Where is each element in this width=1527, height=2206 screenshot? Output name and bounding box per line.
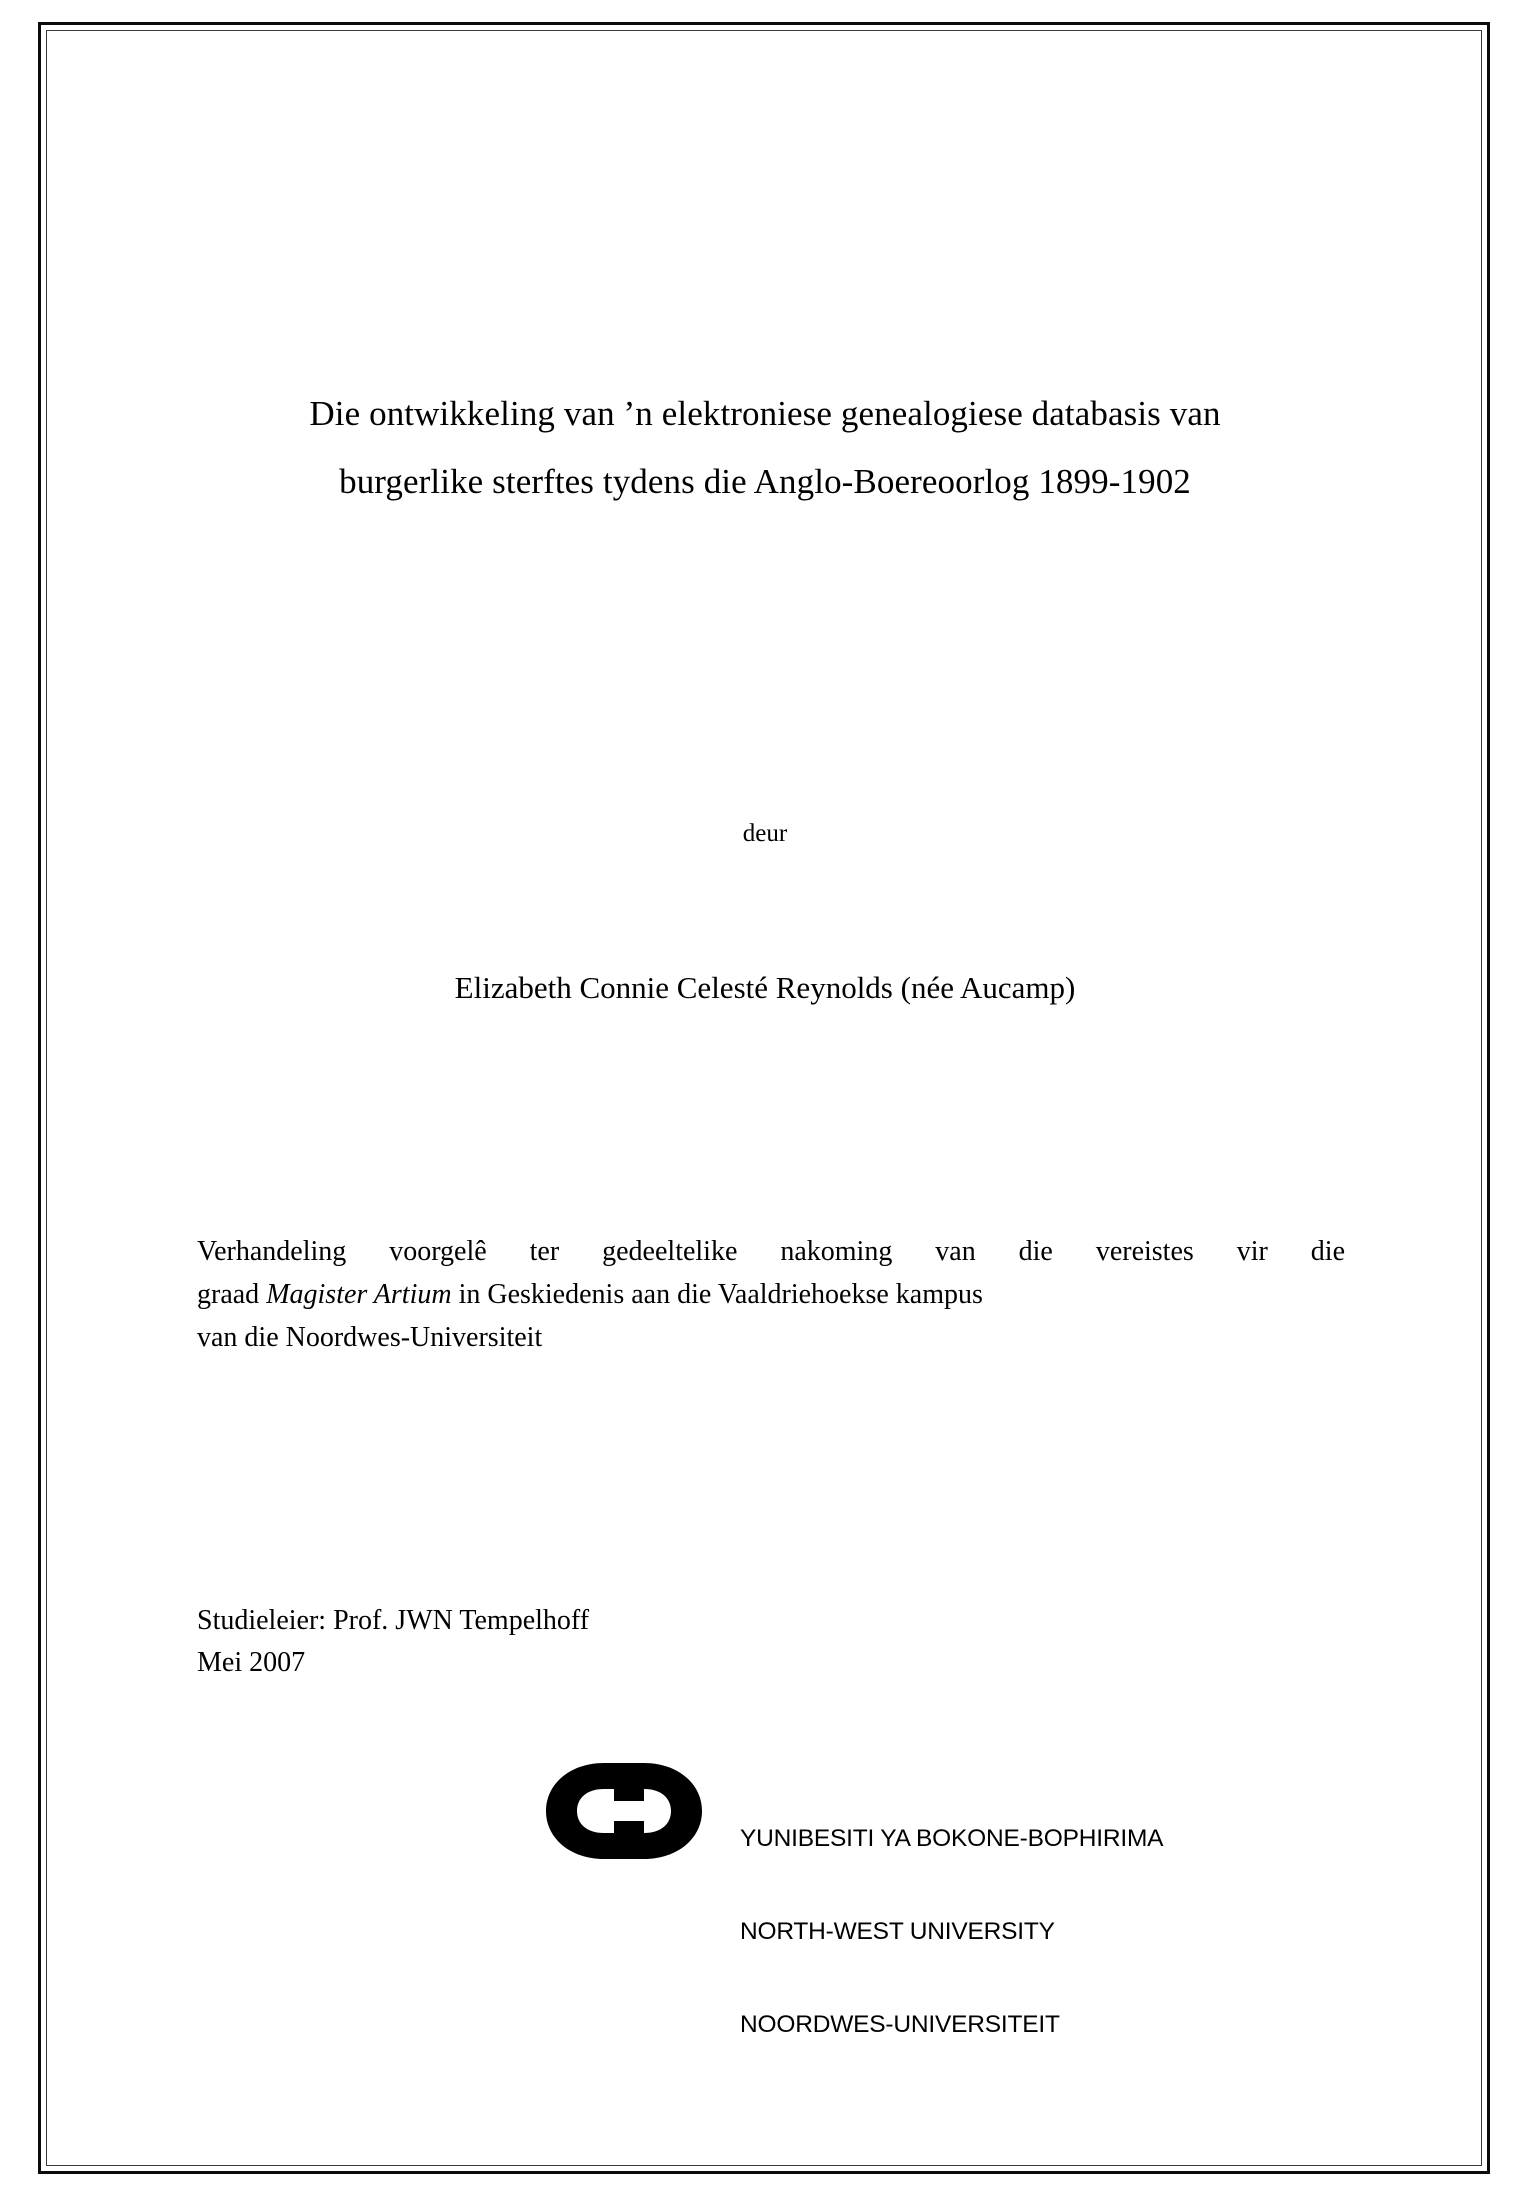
page-title bbox=[180, 380, 1350, 516]
statement-line-2-prefix: graad bbox=[197, 1279, 267, 1310]
title-line-2: burgerlike sterftes tydens die Anglo-Boereoorlog 1899-1902 bbox=[339, 462, 1191, 501]
logo-line-1: YUNIBESITI YA BOKONE-BOPHIRIMA bbox=[740, 1825, 1164, 1852]
date-line: Mei 2007 bbox=[197, 1647, 306, 1678]
supervisor-and-date bbox=[197, 1600, 1097, 1684]
statement-line-2-suffix: in Geskiedenis aan die Vaaldriehoekse kampus bbox=[451, 1279, 983, 1310]
author-name: Elizabeth Connie Celesté Reynolds (née Aucamp) bbox=[454, 970, 1076, 1005]
degree-statement bbox=[197, 1230, 1345, 1359]
statement-line-1: Verhandeling voorgelê ter gedeeltelike nakoming van die vereistes vir die bbox=[197, 1236, 1345, 1267]
university-logo bbox=[480, 1755, 1164, 2038]
degree-name: Magister Artium bbox=[266, 1279, 452, 1310]
page-content bbox=[150, 60, 1380, 2140]
north-west-university-logo-mark bbox=[540, 1757, 735, 1865]
supervisor-line: Studieleier: Prof. JWN Tempelhoff bbox=[197, 1605, 590, 1636]
logo-line-2: NORTH-WEST UNIVERSITY bbox=[740, 1918, 1055, 1945]
statement-line-2 bbox=[197, 1273, 1345, 1316]
logo-line-3: NOORDWES-UNIVERSITEIT bbox=[740, 2011, 1060, 2038]
byline-label: deur bbox=[742, 820, 788, 847]
title-line-1: Die ontwikkeling van ’n elektroniese genealogiese databasis van bbox=[309, 394, 1221, 433]
statement-line-3: van die Noordwes-Universiteit bbox=[197, 1322, 543, 1353]
logo-wordmark bbox=[740, 1761, 1163, 2102]
